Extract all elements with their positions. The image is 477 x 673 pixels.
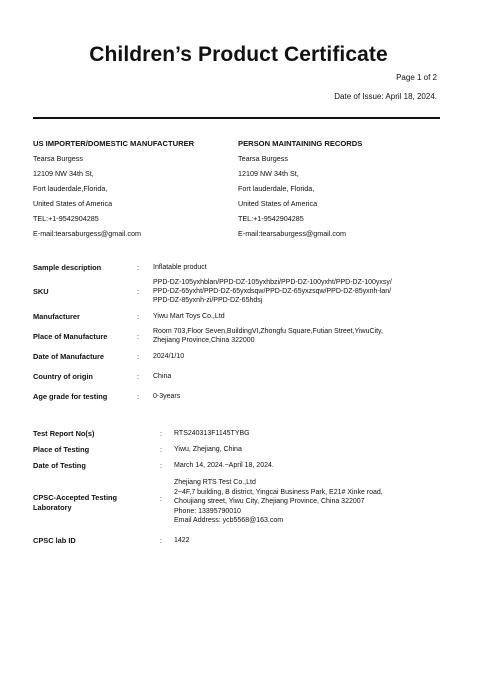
records-name: Tearsa Burgess <box>238 154 288 163</box>
lab-line: Zhejiang RTS Test Co.,Ltd <box>174 479 256 486</box>
records-street: 12109 NW 34th St, <box>238 169 299 178</box>
lab-line: Choujiang street, Yiwu City, Zhejiang Province, China 322007 <box>174 498 365 506</box>
colon: : <box>160 429 162 438</box>
age-grade-label: Age grade for testing <box>33 392 108 401</box>
address-line: Zhejiang Province,China 322000 <box>153 337 255 345</box>
importer-street: 12109 NW 34th St, <box>33 169 94 178</box>
test-report-value: RTS240313F1145TYBG <box>174 430 250 437</box>
cpsc-lab-id-value: 1422 <box>174 537 190 544</box>
colon: : <box>137 352 139 361</box>
date-of-testing-label: Date of Testing <box>33 461 86 470</box>
manufacturer-label: Manufacturer <box>33 312 80 321</box>
manufacturer-value: Yiwu Mart Toys Co.,Ltd <box>153 313 225 320</box>
colon: : <box>137 287 139 296</box>
colon: : <box>160 445 162 454</box>
records-country: United States of America <box>238 199 318 208</box>
importer-city: Fort lauderdale,Florida, <box>33 184 108 193</box>
colon: : <box>137 312 139 321</box>
records-heading: PERSON MAINTAINING RECORDS <box>238 139 363 148</box>
sku-line: PPD-DZ-85yxnh-zi/PPD-DZ-65hdsj <box>153 297 263 305</box>
country-of-origin-label: Country of origin <box>33 372 93 381</box>
lab-line: Phone: 13395790010 <box>174 507 241 515</box>
colon: : <box>160 494 162 503</box>
document-title: Children’s Product Certificate <box>89 43 388 66</box>
importer-heading: US IMPORTER/DOMESTIC MANUFACTURER <box>33 139 195 148</box>
age-grade-value: 0-3years <box>153 393 181 400</box>
sample-description-value: Inflatable product <box>153 264 207 271</box>
records-block <box>238 136 448 241</box>
header-divider <box>33 117 440 119</box>
lab-label-line: CPSC-Accepted Testing <box>33 493 118 502</box>
importer-tel: TEL:+1-9542904285 <box>33 214 99 223</box>
colon: : <box>160 461 162 470</box>
colon: : <box>137 263 139 272</box>
place-of-testing-value: Yiwu, Zhejiang, China <box>174 446 242 453</box>
lab-label-line: Laboratory <box>33 503 72 512</box>
lab-line: 2~4F,7 building, B district, Yingcai Business Park, E21# Xinke road, <box>174 488 383 496</box>
sku-line: PPD-DZ-105yxhblan/PPD-DZ-105yxhbzi/PPD-DZ-100yxht/PPD-DZ-100yxsy/ <box>153 279 392 286</box>
records-email: E-mail:tearsaburgess@gmail.com <box>238 229 346 238</box>
colon: : <box>137 392 139 401</box>
cpsc-lab-id-label: CPSC lab ID <box>33 536 76 545</box>
sku-label: SKU <box>33 287 49 296</box>
importer-email: E-mail:tearsaburgess@gmail.com <box>33 229 141 238</box>
country-of-origin-value: China <box>153 373 172 380</box>
test-report-label: Test Report No(s) <box>33 429 95 438</box>
sku-value <box>153 278 443 306</box>
page-number: Page 1 of 2 <box>396 73 437 82</box>
testing-laboratory-value <box>174 478 442 526</box>
place-of-testing-label: Place of Testing <box>33 445 90 454</box>
place-of-manufacture-label: Place of Manufacture <box>33 332 108 341</box>
date-of-manufacture-value: 2024/1/10 <box>153 353 185 360</box>
importer-block <box>33 136 233 241</box>
date-of-manufacture-label: Date of Manufacture <box>33 352 105 361</box>
lab-line: Email Address: ycb5568@163.com <box>174 517 284 525</box>
date-of-testing-value: March 14, 2024.~April 18, 2024. <box>174 462 274 469</box>
colon: : <box>160 536 162 545</box>
records-tel: TEL:+1-9542904285 <box>238 214 304 223</box>
importer-country: United States of America <box>33 199 113 208</box>
colon: : <box>137 332 139 341</box>
sample-description-label: Sample description <box>33 263 102 272</box>
date-of-issue: Date of Issue: April 18, 2024. <box>334 92 437 101</box>
address-line: Room 703,Floor Seven,BuildingVI,Zhongfu Square,Futian Street,YiwuCity, <box>153 328 383 335</box>
testing-laboratory-label <box>33 493 117 513</box>
records-city: Fort lauderdale, Florida, <box>238 184 315 193</box>
place-of-manufacture-value <box>153 327 443 345</box>
importer-name: Tearsa Burgess <box>33 154 83 163</box>
sku-line: PPD-DZ-65yxht/PPD-DZ-65yxdsqw/PPD-DZ-65yxzsqw/PPD-DZ-85yxnh-lan/ <box>153 288 392 296</box>
colon: : <box>137 372 139 381</box>
